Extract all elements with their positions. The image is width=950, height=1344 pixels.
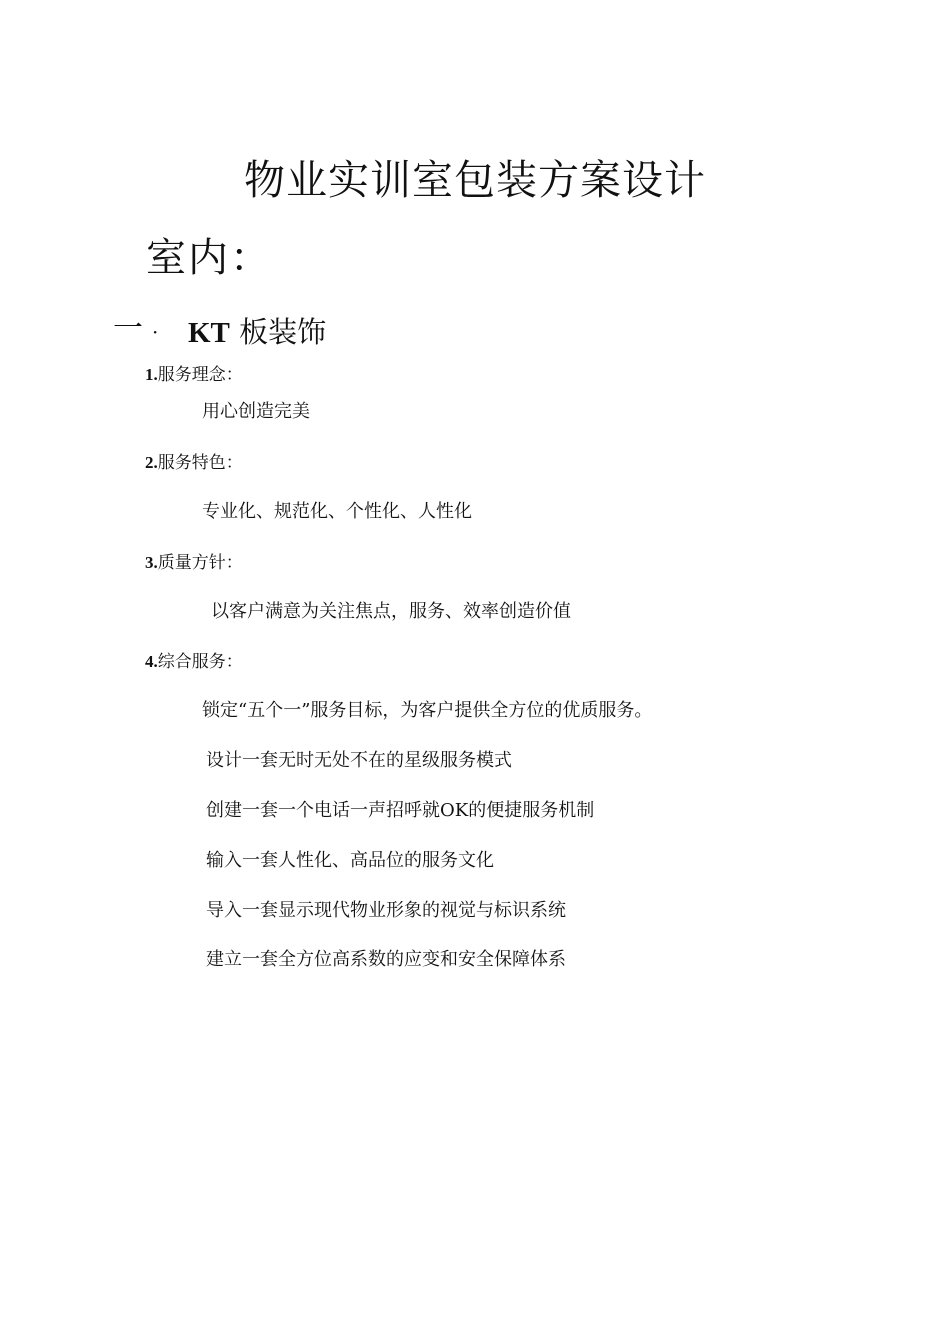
item-line: 用心创造完美: [202, 401, 310, 422]
item-line: 导入一套显示现代物业形象的视觉与标识系统: [206, 900, 566, 921]
document-subtitle: 室内：: [146, 235, 272, 281]
item-line: 输入一套人性化、高品位的服务文化: [206, 850, 494, 871]
document-title: 物业实训室包装方案设计: [244, 156, 706, 204]
item-label: 质量方针：: [157, 553, 243, 573]
item-line: 创建一套一个电话一声招呼就OK的便捷服务机制: [206, 800, 595, 821]
item-label: 服务理念：: [157, 365, 243, 385]
section-number: 一: [113, 311, 143, 346]
item-line: 锁定“五个一”服务目标，为客户提供全方位的优质服务。: [202, 700, 653, 721]
item-number: 1.: [145, 365, 158, 384]
item-number: 3.: [145, 553, 158, 572]
item-label: 综合服务：: [157, 652, 243, 672]
item-heading-1: [145, 366, 243, 384]
item-heading-4: [145, 653, 243, 671]
item-number: 4.: [145, 652, 158, 671]
item-heading-2: [145, 454, 243, 472]
item-label: 服务特色：: [157, 453, 243, 473]
section-title: [188, 315, 327, 349]
section-bullet: ·: [152, 320, 159, 344]
section-title-prefix: KT: [188, 317, 230, 349]
item-number: 2.: [145, 453, 158, 472]
item-line: 以客户满意为关注焦点，服务、效率创造价值: [211, 601, 571, 622]
item-heading-3: [145, 554, 243, 572]
item-line: 建立一套全方位高系数的应变和安全保障体系: [206, 949, 566, 970]
section-title-rest: 板装饰: [239, 315, 327, 349]
item-line: 设计一套无时无处不在的星级服务模式: [206, 750, 512, 771]
item-line: 专业化、规范化、个性化、人性化: [202, 501, 472, 522]
